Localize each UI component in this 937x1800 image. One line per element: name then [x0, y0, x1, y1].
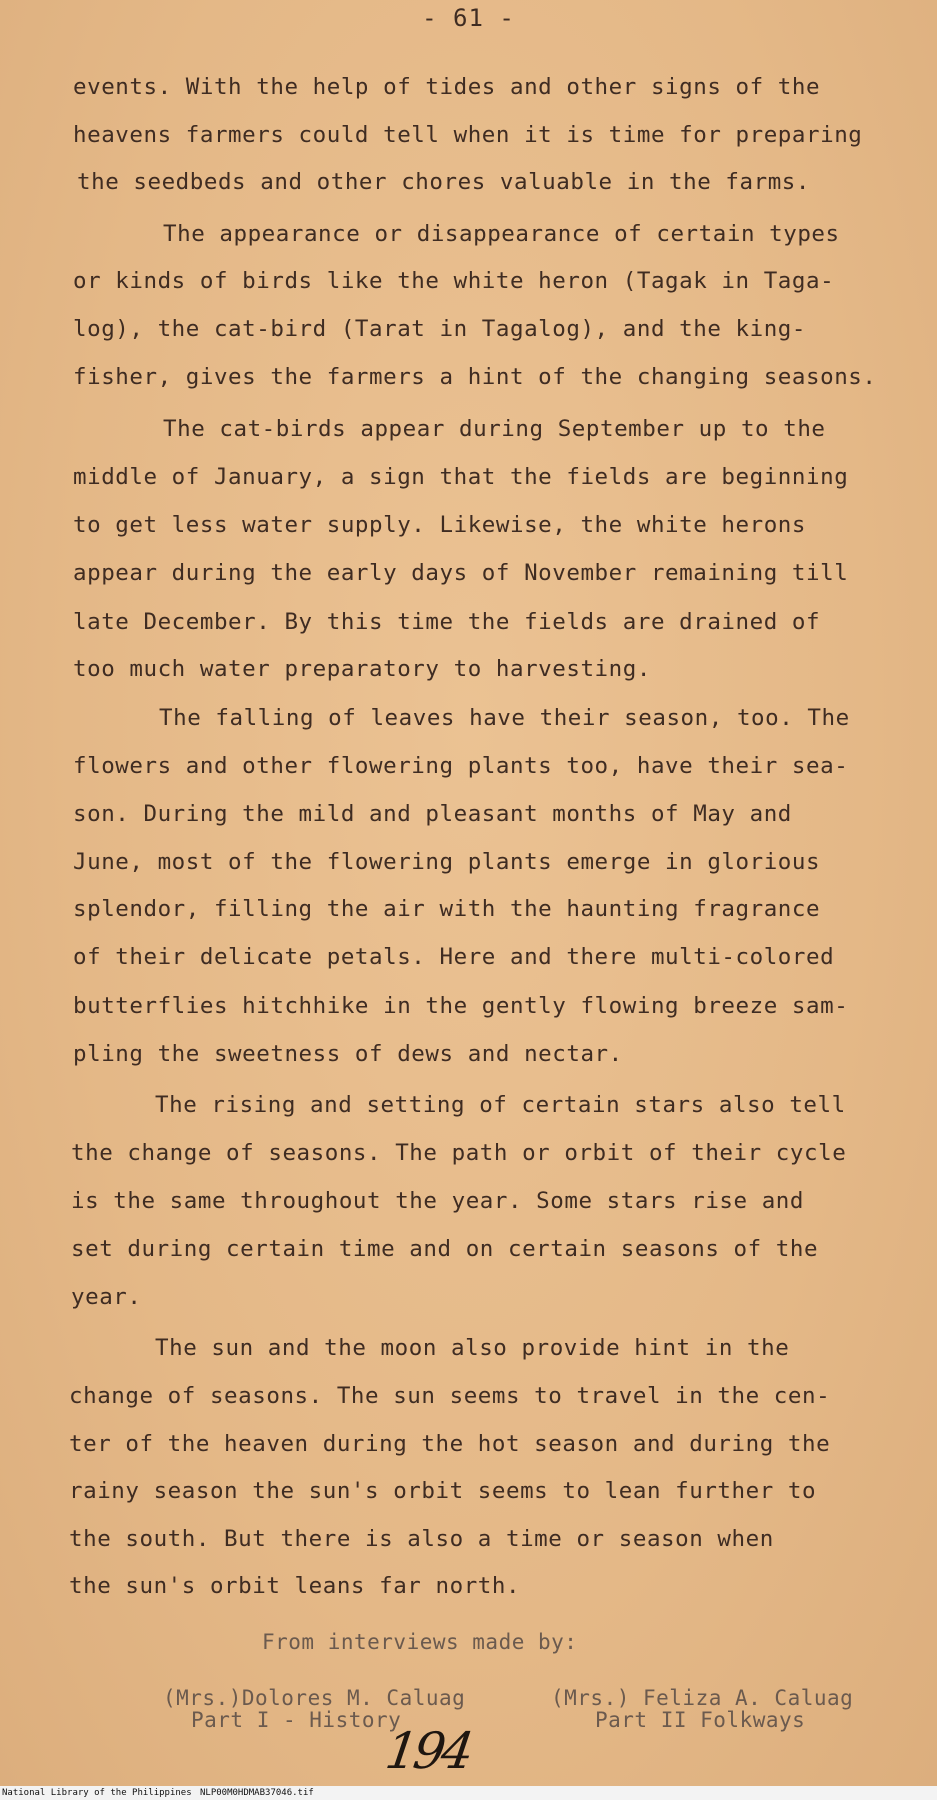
text-line: log), the cat-bird (Tarat in Tagalog), and the king- [73, 316, 806, 342]
text-line: rainy season the sun's orbit seems to lean further to [69, 1478, 817, 1504]
text-line: butterflies hitchhike in the gently flowing breeze sam- [73, 993, 849, 1019]
page-number: - 61 - [422, 4, 515, 32]
footer-filename: NLP00M0HDMAB37046.tif [200, 1788, 314, 1798]
text-line: is the same throughout the year. Some stars rise and [71, 1188, 804, 1214]
text-line: middle of January, a sign that the fields are beginning [73, 464, 849, 490]
text-line: son. During the mild and pleasant months of May and [73, 801, 792, 827]
text-line: the change of seasons. The path or orbit of their cycle [71, 1140, 847, 1166]
author-1-part: Part I - History [191, 1708, 402, 1732]
footer-library: National Library of the Philippines [2, 1788, 192, 1798]
text-line: The falling of leaves have their season, too. The [159, 705, 850, 731]
text-line: pling the sweetness of dews and nectar. [73, 1041, 623, 1067]
text-line: or kinds of birds like the white heron (Tagak in Taga- [73, 268, 835, 294]
handwritten-page-number: 194 [381, 1722, 474, 1780]
author-2-name: (Mrs.) Feliza A. Caluag [551, 1686, 854, 1710]
scan-footer [0, 1786, 937, 1800]
text-line: June, most of the flowering plants emerge in glorious [73, 849, 821, 875]
text-line: flowers and other flowering plants too, have their sea- [73, 753, 849, 779]
attribution-intro: From interviews made by: [262, 1630, 578, 1654]
text-line: change of seasons. The sun seems to travel in the cen- [69, 1383, 831, 1409]
text-line: events. With the help of tides and other signs of the [73, 74, 821, 100]
text-line: of their delicate petals. Here and there multi-colored [73, 944, 835, 970]
author-2-part: Part II Folkways [595, 1708, 806, 1732]
text-line: The cat-birds appear during September up to the [163, 416, 826, 442]
text-line: the sun's orbit leans far north. [69, 1573, 521, 1599]
text-line: set during certain time and on certain seasons of the [71, 1236, 819, 1262]
author-1-name: (Mrs.)Dolores M. Caluag [163, 1686, 466, 1710]
text-line: The rising and setting of certain stars also tell [155, 1092, 846, 1118]
text-line: year. [71, 1284, 142, 1310]
text-line: fisher, gives the farmers a hint of the changing seasons. [73, 364, 877, 390]
text-line: heavens farmers could tell when it is time for preparing [73, 122, 863, 148]
text-line: to get less water supply. Likewise, the white herons [73, 512, 806, 538]
text-line: The appearance or disappearance of certain types [163, 221, 840, 247]
text-line: ter of the heaven during the hot season and during the [69, 1431, 831, 1457]
text-line: the seedbeds and other chores valuable in the farms. [77, 169, 810, 195]
text-line: the south. But there is also a time or season when [69, 1526, 774, 1552]
text-line: too much water preparatory to harvesting. [73, 656, 651, 682]
text-line: The sun and the moon also provide hint in the [155, 1335, 790, 1361]
text-line: appear during the early days of November remaining till [73, 560, 849, 586]
text-line: splendor, filling the air with the haunting fragrance [73, 896, 821, 922]
text-line: late December. By this time the fields are drained of [73, 609, 821, 635]
